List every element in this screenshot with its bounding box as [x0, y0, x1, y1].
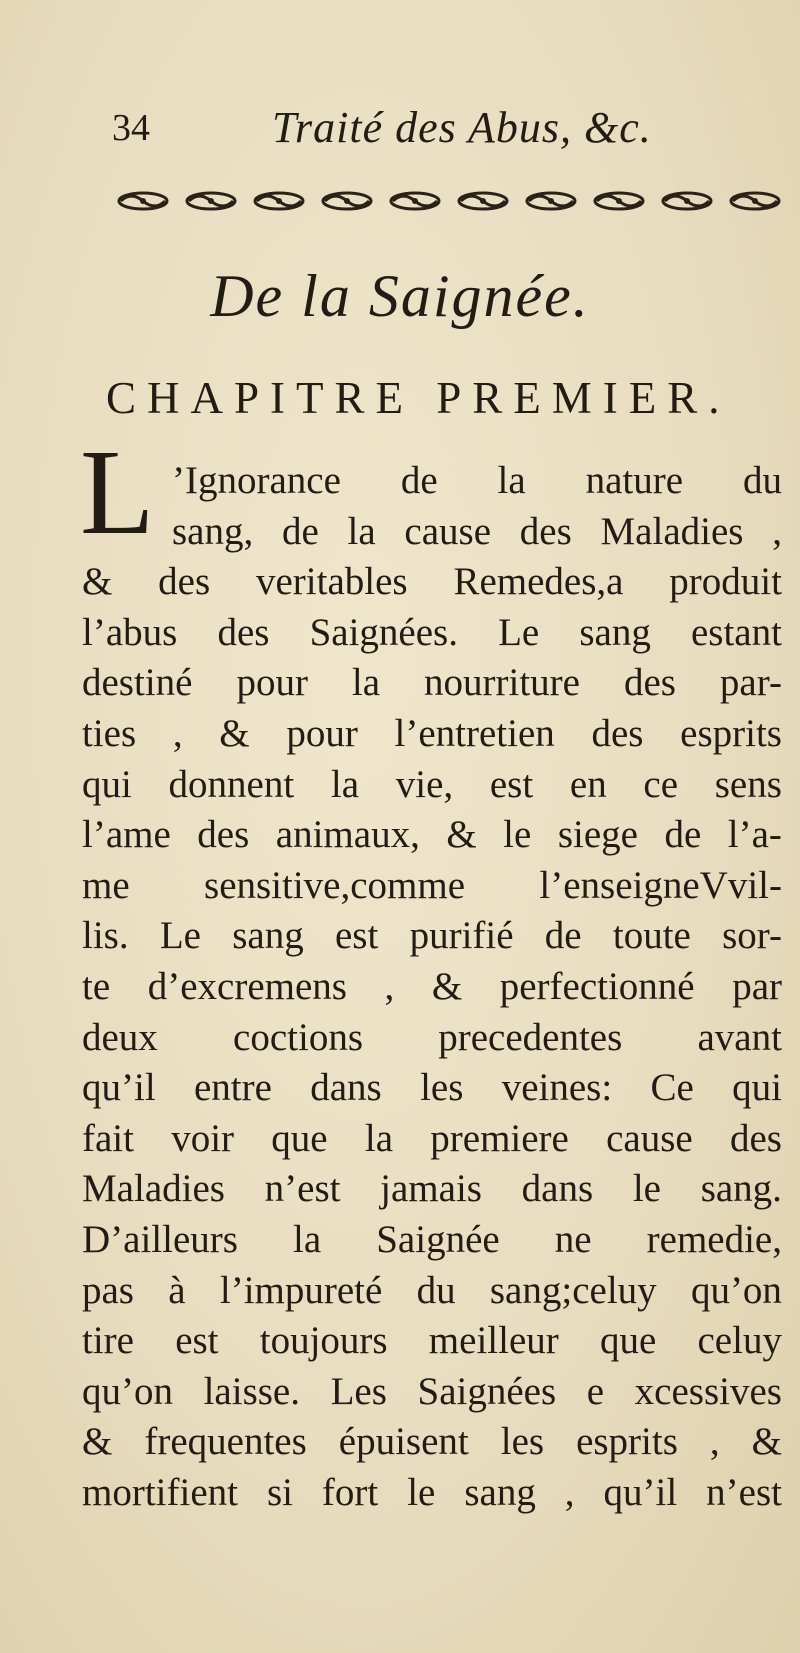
- ornament-band: [115, 186, 783, 216]
- ornament-piece: [183, 189, 239, 213]
- text-line: l’ame des animaux, & le siege de l’a-: [82, 813, 782, 857]
- text-line: D’ailleurs la Saignée ne remedie,: [82, 1218, 782, 1261]
- text-line: destiné pour la nourriture des par-: [82, 661, 782, 705]
- page-header: [112, 98, 772, 158]
- ornament-piece: [115, 189, 171, 213]
- text-line: ’Ignorance de la nature du: [172, 459, 782, 502]
- drop-cap: L: [80, 425, 155, 560]
- text-line: qu’on laisse. Les Saignées e xcessives: [82, 1369, 782, 1413]
- text-line: l’abus des Saignées. Le sang estant: [82, 610, 782, 654]
- ornament-piece: [523, 189, 579, 213]
- chapter-title: CHAPITRE PREMIER.: [106, 373, 731, 423]
- page-number: 34: [112, 107, 150, 149]
- ornament-piece: [727, 189, 783, 213]
- ornament-piece: [387, 189, 443, 213]
- ornament-piece: [251, 189, 307, 213]
- text-line: lis. Le sang est purifié de toute sor-: [82, 914, 782, 958]
- text-line: tire est toujours meilleur que celuy: [82, 1319, 782, 1363]
- ornament-piece: [319, 189, 375, 213]
- text-line: me sensitive,comme l’enseigneVvil-: [82, 863, 782, 907]
- section-title: De la Saignée.: [210, 263, 590, 329]
- text-line: mortifient si fort le sang , qu’il n’est: [82, 1471, 782, 1514]
- text-line: te d’excremens , & perfectionné par: [82, 965, 782, 1008]
- ornament-piece: [591, 189, 647, 213]
- text-line: pas à l’impureté du sang;celuy qu’on: [82, 1268, 782, 1312]
- running-title: Traité des Abus, &c.: [272, 103, 652, 152]
- ornament-piece: [455, 189, 511, 213]
- text-line: & des veritables Remedes,a produit: [82, 560, 782, 604]
- text-line: fait voir que la premiere cause des: [82, 1116, 782, 1160]
- text-line: deux coctions precedentes avant: [82, 1015, 782, 1059]
- ornament-piece: [659, 189, 715, 213]
- text-line: & frequentes épuisent les esprits , &: [82, 1420, 782, 1464]
- text-line: Maladies n’est jamais dans le sang.: [82, 1167, 782, 1211]
- text-line: sang, de la cause des Maladies ,: [172, 509, 782, 553]
- text-line: qui donnent la vie, est en ce sens: [82, 762, 782, 806]
- text-line: qu’il entre dans les veines: Ce qui: [82, 1066, 782, 1110]
- text-line: ties , & pour l’entretien des esprits: [82, 712, 782, 755]
